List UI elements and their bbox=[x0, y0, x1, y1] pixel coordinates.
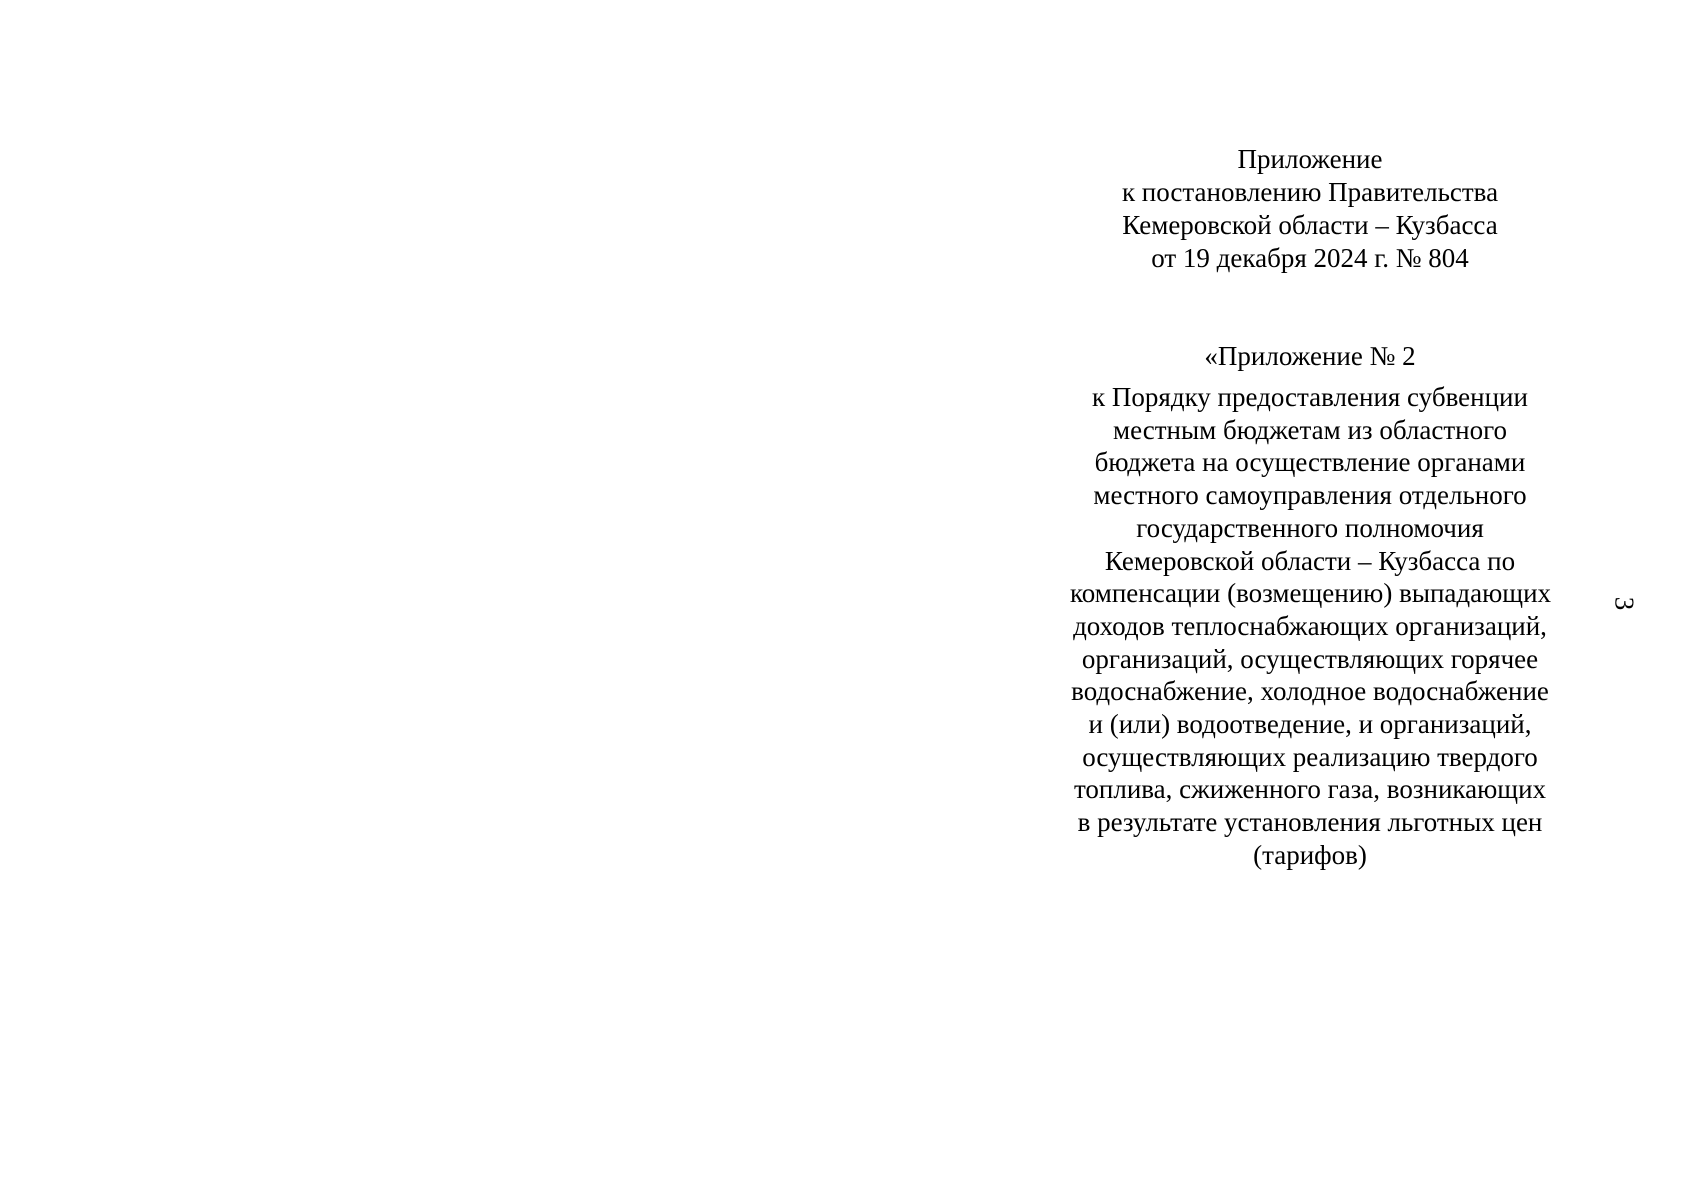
appendix-line: местного самоуправления отдельного bbox=[1093, 480, 1527, 511]
appendix-line: топлива, сжиженного газа, возникающих bbox=[1073, 774, 1547, 805]
appendix-line: водоснабжение, холодное водоснабжение bbox=[1071, 676, 1549, 707]
page-number: 3 bbox=[1609, 596, 1640, 611]
appendix-line: местным бюджетам из областного bbox=[1113, 414, 1507, 445]
appendix-line: в результате установления льготных цен bbox=[1077, 807, 1543, 838]
appendix-line: государственного полномочия bbox=[1136, 512, 1484, 543]
appendix-line: Кемеровской области – Кузбасса по bbox=[1104, 545, 1516, 576]
appendix-line: (тарифов) bbox=[1253, 839, 1367, 870]
header-line: к постановлению Правительства bbox=[1121, 177, 1499, 207]
appendix-line: осуществляющих реализацию твердого bbox=[1082, 741, 1538, 772]
appendix-line: бюджета на осуществление органами bbox=[1094, 447, 1526, 478]
header-line: Приложение bbox=[1237, 144, 1383, 174]
appendix-description bbox=[1070, 381, 1550, 872]
appendix-line: организаций, осуществляющих горячее bbox=[1081, 643, 1539, 674]
appendix-line: и (или) водоотведение, и организаций, bbox=[1088, 709, 1532, 740]
header-line: Кемеровской области – Кузбасса bbox=[1122, 210, 1498, 240]
appendix-title: «Приложение № 2 bbox=[1204, 341, 1416, 371]
appendix-line: к Порядку предоставления субвенции bbox=[1092, 382, 1528, 412]
appendix-line: компенсации (возмещению) выпадающих bbox=[1070, 578, 1552, 609]
approval-header bbox=[1080, 143, 1540, 275]
header-line: от 19 декабря 2024 г. № 804 bbox=[1151, 243, 1469, 273]
appendix-line: доходов теплоснабжающих организаций, bbox=[1073, 610, 1547, 641]
